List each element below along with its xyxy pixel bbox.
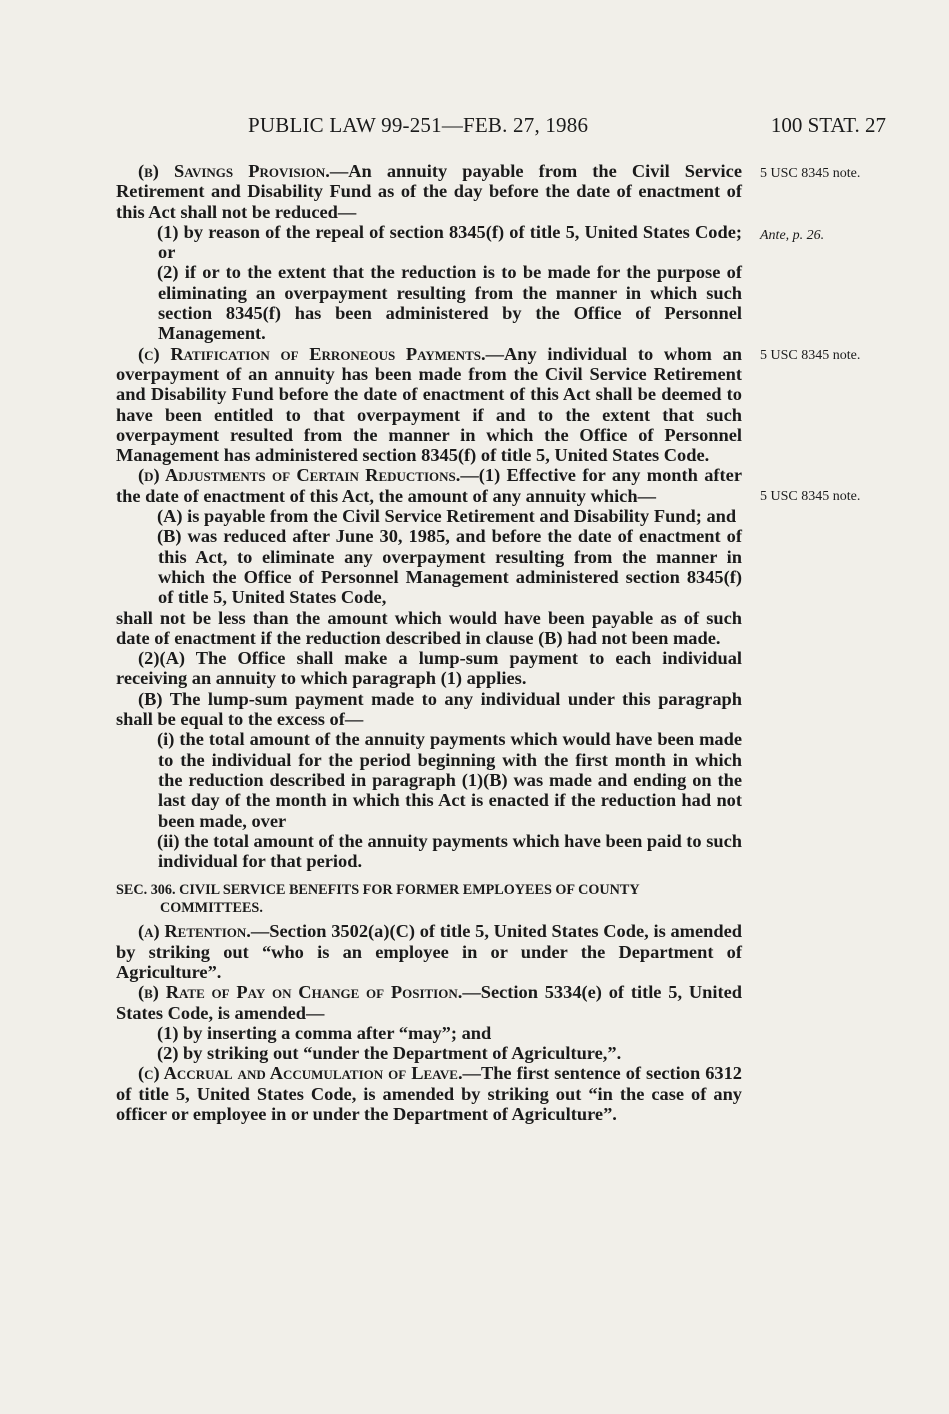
paragraph-306a-retention xyxy=(116,921,742,982)
subsection-heading: (b) Savings Provision. xyxy=(138,161,330,181)
paragraph-text: —Any individual to whom an overpayment of an annuity has been made from the Civil Service Retirement and Disability Fund before the date of enactment of this Act shall be deemed to have been entitled to that overpayment if and to the extent that such overpayment resulted from the manner in which the Office of Personnel Management has administered section 8345(f) of title 5, United States Code. xyxy=(116,343,742,466)
paragraph-text: —An annuity payable from the Civil Service Retirement and Disability Fund as of the day before the date of enactment of this Act shall not be reduced— xyxy=(116,161,742,222)
main-text-column xyxy=(116,161,742,1124)
paragraph-306b1: (1) by inserting a comma after “may”; and xyxy=(157,1022,492,1043)
paragraph-d2Bi: (i) the total amount of the annuity payments which would have been made to the individual for the period beginning with the first month in which the reduction described in paragraph (1)(B) was made and ending on the last day of the month in which this Act is enacted if the reduction had not been made, over xyxy=(157,729,742,831)
paragraph-text: —(1) Effective for any month after the date of enactment of this Act, the amount of any annuity which— xyxy=(116,465,742,506)
header-title: PUBLIC LAW 99-251—FEB. 27, 1986 xyxy=(248,113,589,137)
margin-note-usc-2: 5 USC 8345 note. xyxy=(760,348,861,363)
subsection-heading: (a) Retention. xyxy=(138,921,251,942)
paragraph-d2A: (2)(A) The Office shall make a lump-sum payment to each individual receiving an annuity to which paragraph (1) applies. xyxy=(116,648,742,689)
paragraph-b1: (1) by reason of the repeal of section 8345(f) of title 5, United States Code; or xyxy=(157,221,742,263)
paragraph-c-ratification xyxy=(116,344,742,466)
paragraph-b-savings xyxy=(116,161,742,222)
paragraph-text: —Section 5334(e) of title 5, United States Code, is amended— xyxy=(116,982,742,1023)
paragraph-306b2: (2) by striking out “under the Department of Agriculture,”. xyxy=(157,1043,622,1064)
paragraph-306c-leave xyxy=(116,1063,742,1124)
section-306-heading xyxy=(116,881,742,917)
paragraph-d2B: (B) The lump-sum payment made to any individual under this paragraph shall be equal to the excess of— xyxy=(116,688,742,730)
paragraph-d-adjustments xyxy=(116,465,742,506)
margin-note-usc-1: 5 USC 8345 note. xyxy=(760,166,861,181)
margin-note-usc-3: 5 USC 8345 note. xyxy=(760,489,861,504)
paragraph-d-tail: shall not be less than the amount which would have been payable as of such date of enactment if the reduction described in clause (B) had not been made. xyxy=(116,607,742,648)
header-stat-page: 100 STAT. 27 xyxy=(770,113,886,137)
paragraph-306b-rate-of-pay xyxy=(116,982,742,1023)
paragraph-dA: (A) is payable from the Civil Service Retirement and Disability Fund; and xyxy=(157,506,737,527)
subsection-heading: (b) Rate of Pay on Change of Position. xyxy=(138,982,463,1003)
subsection-heading: (d) Adjustments of Certain Reductions. xyxy=(138,465,461,486)
paragraph-text: —Section 3502(a)(C) of title 5, United States Code, is amended by striking out “who is an employee in or under the Department of Agriculture”. xyxy=(116,921,742,982)
subsection-heading: (c) Accrual and Accumulation of Leave. xyxy=(138,1063,463,1084)
paragraph-d2Bii: (ii) the total amount of the annuity payments which have been paid to such individual for that period. xyxy=(157,830,742,872)
subsection-heading: (c) Ratification of Erroneous Payments. xyxy=(138,343,486,364)
paragraph-text: —The first sentence of section 6312 of title 5, United States Code, is amended by striking out “in the case of any officer or employee in or under the Department of Agriculture”. xyxy=(116,1063,742,1125)
paragraph-b2: (2) if or to the extent that the reduction is to be made for the purpose of eliminating an overpayment resulting from the manner in which such section 8345(f) has been administered by the Office of Personnel Management. xyxy=(157,262,742,344)
section-heading-line-2: COMMITTEES. xyxy=(160,900,263,917)
page-header xyxy=(116,113,886,143)
section-heading-line-1: SEC. 306. CIVIL SERVICE BENEFITS FOR FORMER EMPLOYEES OF COUNTY xyxy=(116,882,640,899)
margin-note-ante: Ante, p. 26. xyxy=(760,228,825,243)
paragraph-dB: (B) was reduced after June 30, 1985, and before the date of enactment of this Act, to eliminate any overpayment resulting from the manner in which the Office of Personnel Management administered section 8345(f) of title 5, United States Code, xyxy=(157,526,742,608)
